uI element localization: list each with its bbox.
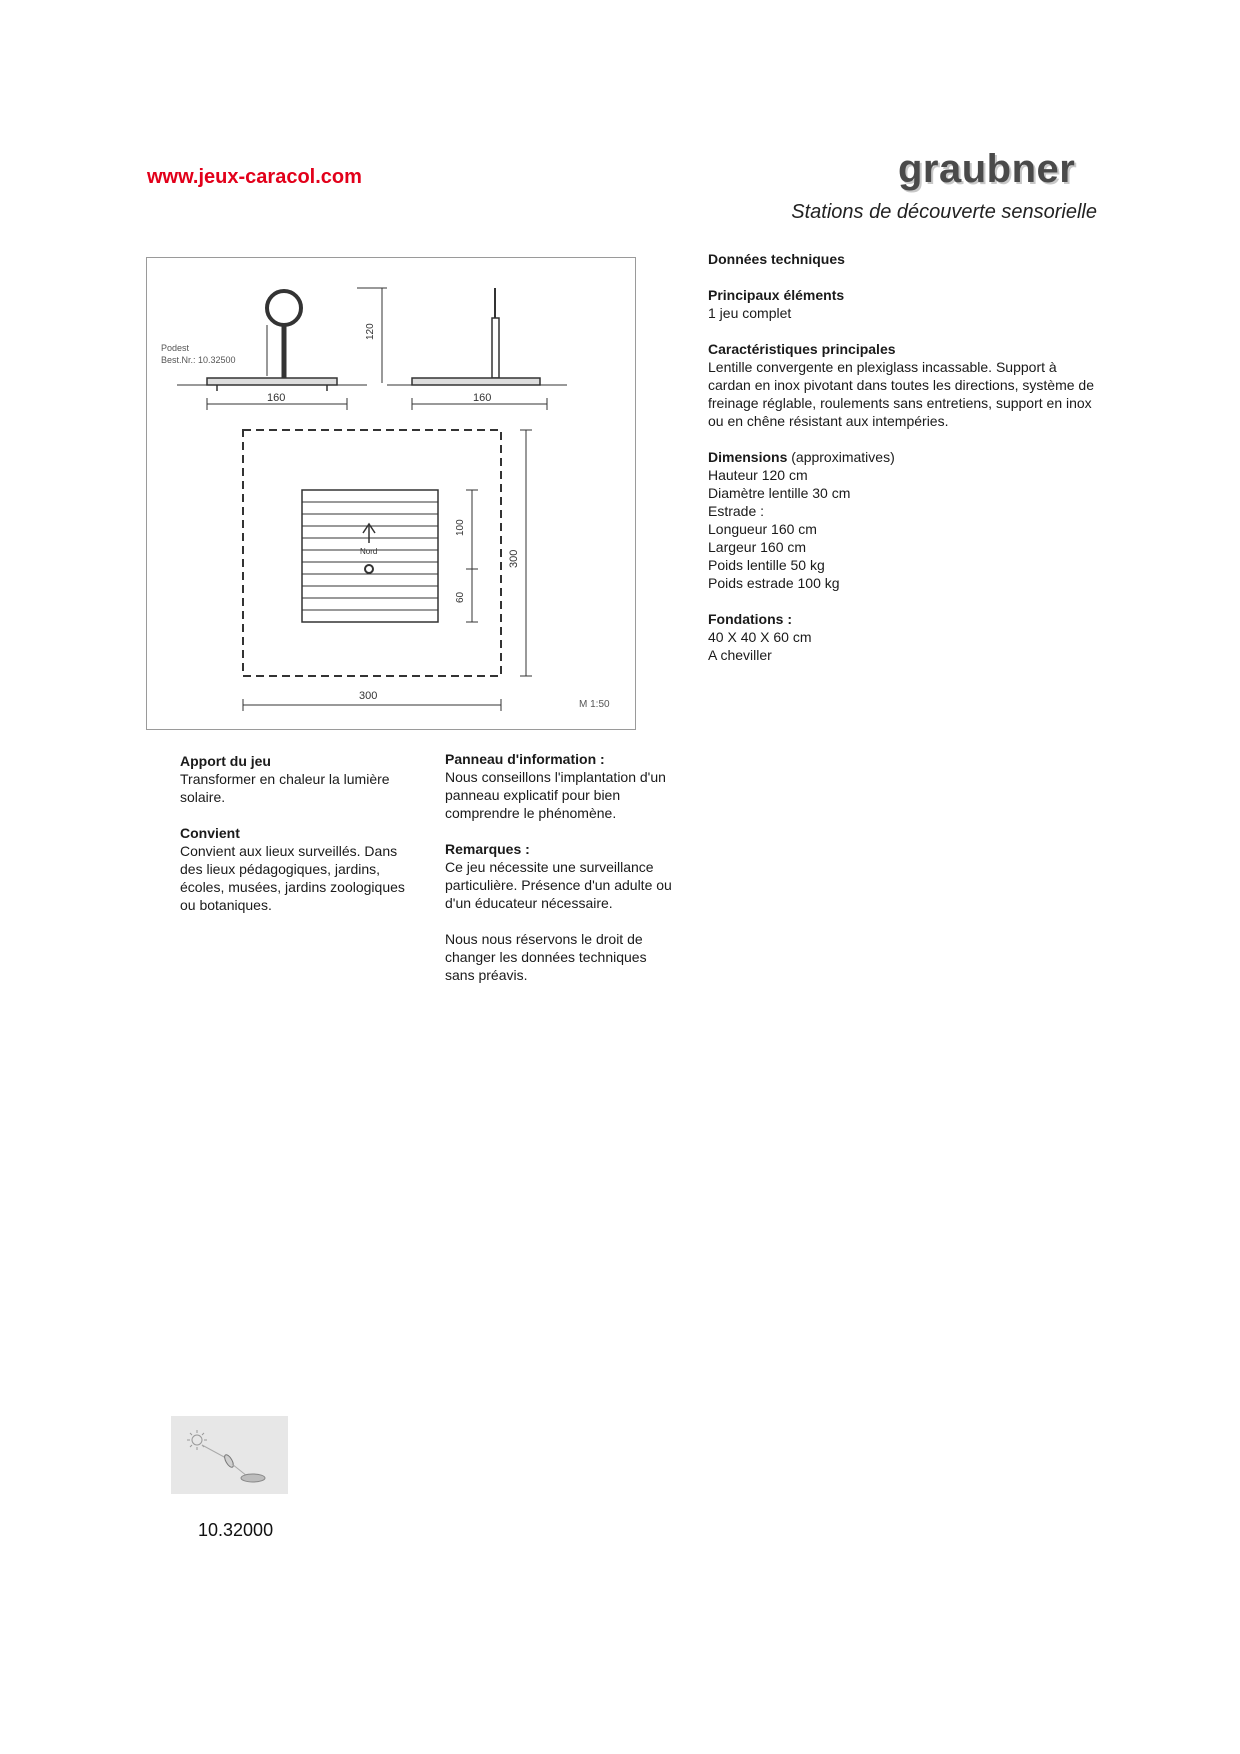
dimensions-note: (approximatives)	[787, 449, 895, 465]
lens-icon	[223, 1453, 235, 1468]
apport-value: Transformer en chaleur la lumière solaire.	[180, 771, 390, 805]
dimensions-label: Dimensions	[708, 449, 788, 465]
dimension-line: Estrade :	[708, 503, 765, 519]
left-column	[180, 752, 415, 932]
remarques-label: Remarques :	[445, 841, 530, 857]
tech-title: Données techniques	[708, 251, 845, 267]
dimension-line: Hauteur 120 cm	[708, 467, 808, 483]
elements-value: 1 jeu complet	[708, 305, 792, 321]
dim-100-label: 100	[455, 519, 466, 536]
technical-drawing	[146, 257, 636, 730]
dim-300-horizontal-label: 300	[359, 690, 378, 702]
technical-data	[708, 250, 1098, 682]
dimension-line: Diamètre lentille 30 cm	[708, 485, 851, 501]
product-thumbnail	[171, 1416, 288, 1494]
plan-view	[243, 430, 532, 711]
dim-height-label: 120	[365, 323, 376, 340]
dim-60-label: 60	[455, 591, 466, 603]
features-value: Lentille convergente en plexiglass incassable. Support à cardan en inox pivotant dans toutes les directions, système de freinage réglable, roulements sans entretiens, support en inox ou en chêne résistant aux intempéries.	[708, 359, 1094, 429]
reference-number: 10.32000	[198, 1520, 274, 1540]
foundations-label: Fondations :	[708, 611, 792, 627]
label-bestnr: Best.Nr.: 10.32500	[161, 355, 236, 365]
site-url-link[interactable]: www.jeux-caracol.com	[147, 166, 362, 188]
foundation-line: A cheviller	[708, 647, 772, 663]
features-label: Caractéristiques principales	[708, 341, 896, 357]
document-subtitle: Stations de découverte sensorielle	[791, 201, 1097, 223]
scale-label: M 1:50	[579, 699, 610, 710]
reserve-value: Nous nous réservons le droit de changer les données techniques sans préavis.	[445, 931, 647, 983]
panneau-label: Panneau d'information :	[445, 751, 605, 767]
convient-label: Convient	[180, 825, 240, 841]
dimension-line: Largeur 160 cm	[708, 539, 807, 555]
remarques-value: Ce jeu nécessite une surveillance particulière. Présence d'un adulte ou d'un éducateur nécessaire.	[445, 859, 672, 911]
middle-column	[445, 750, 675, 1002]
sun-icon	[187, 1430, 207, 1450]
north-label: Nord	[360, 547, 378, 556]
convient-value: Convient aux lieux surveillés. Dans des lieux pédagogiques, jardins, écoles, musées, jardins zoologiques ou botaniques.	[180, 843, 405, 913]
dim-300-vertical-label: 300	[508, 549, 520, 568]
brand-logo: graubner	[898, 147, 1076, 191]
dim-width-front-label: 160	[267, 392, 286, 404]
label-podest: Podest	[161, 343, 190, 353]
elements-label: Principaux éléments	[708, 287, 845, 303]
apport-label: Apport du jeu	[180, 753, 271, 769]
dim-width-side-label: 160	[473, 392, 492, 404]
dimension-line: Poids estrade 100 kg	[708, 575, 840, 591]
foundation-line: 40 X 40 X 60 cm	[708, 629, 812, 645]
panneau-value: Nous conseillons l'implantation d'un panneau explicatif pour bien comprendre le phénomène.	[445, 769, 666, 821]
dimension-line: Poids lentille 50 kg	[708, 557, 825, 573]
dimension-line: Longueur 160 cm	[708, 521, 817, 537]
